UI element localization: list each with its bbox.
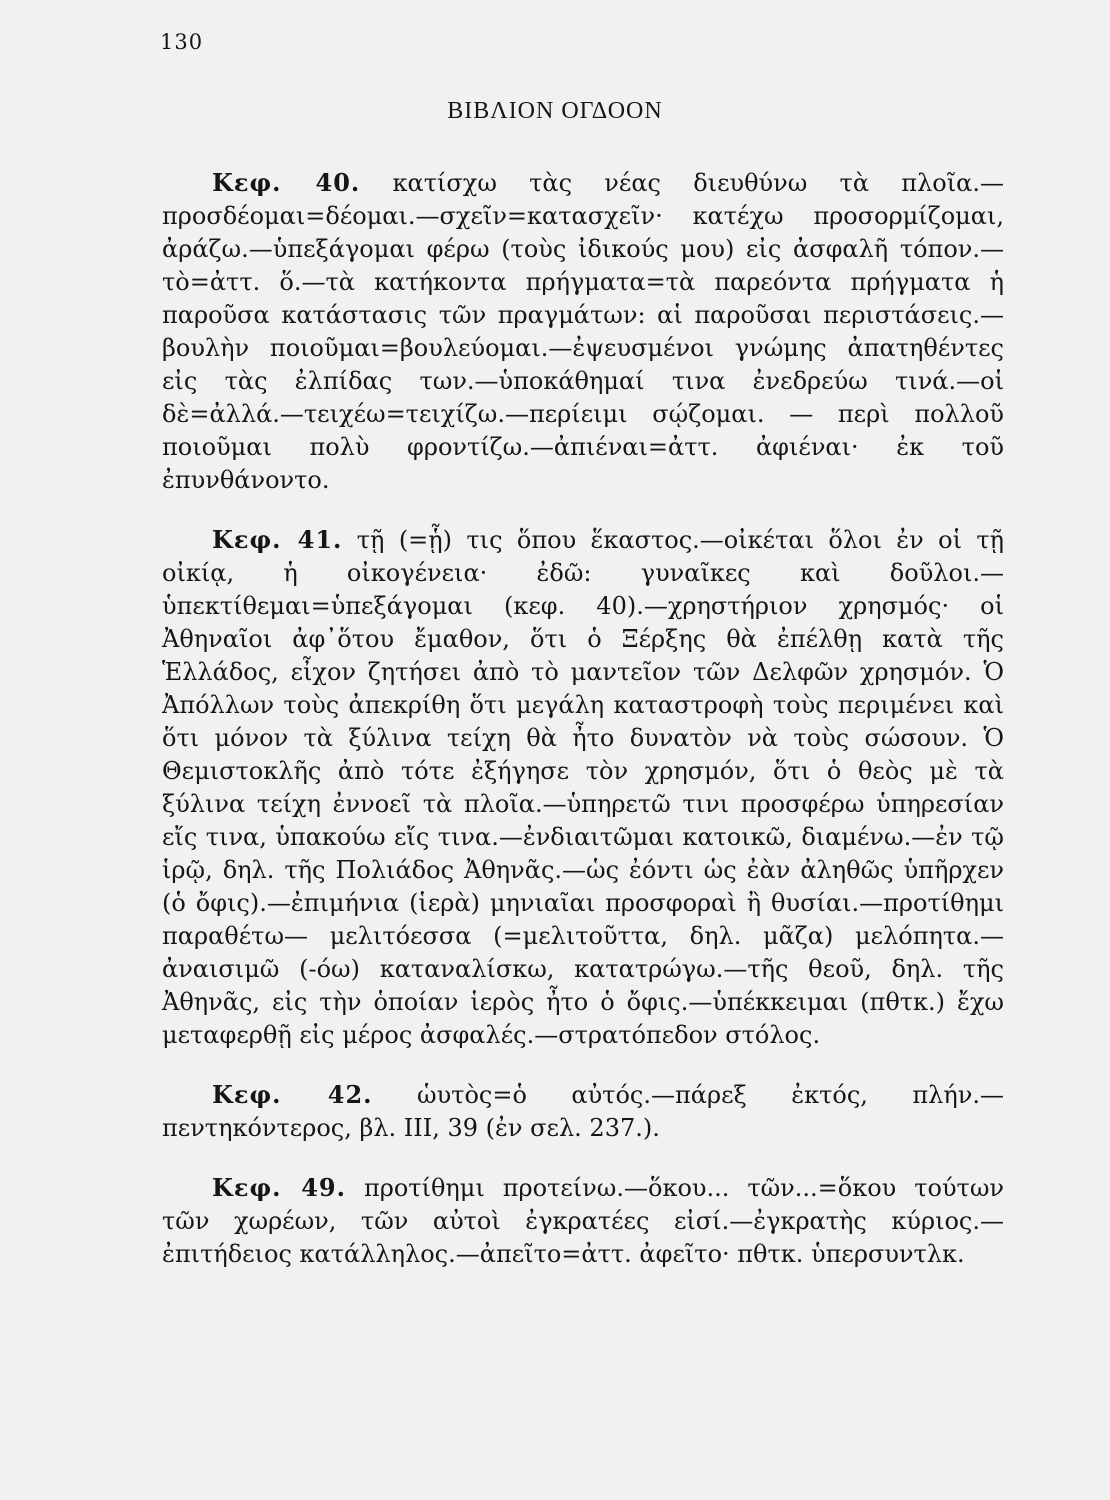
running-head: ΒΙΒΛΙΟΝ ΟΓΔΟΟΝ: [447, 98, 663, 124]
chapter-note-40: [162, 166, 1004, 497]
chapter-heading: Κεφ. 40.: [212, 168, 361, 197]
chapter-heading: Κεφ. 42.: [212, 1080, 373, 1109]
chapter-heading: Κεφ. 41.: [212, 525, 343, 554]
chapter-text: κατίσχω τὰς νέας διευθύνω τὰ πλοῖα.—προσδέομαι=δέομαι.—σχεῖν=κατασχεῖν· κατέχω προσορμίζομαι, ἀράζω.—ὑπεξάγομαι φέρω (τοὺς ἰδικούς μου) εἰς ἀσφαλῆ τόπον.—τὸ=ἀττ. ὅ.—τὰ κατήκοντα πρήγματα=τὰ παρεόντα πρήγματα ἡ παροῦσα κατάστασις τῶν πραγμάτων: αἱ παροῦσαι περιστάσεις.—βουλὴν ποιοῦμαι=βουλεύομαι.—ἐψευσμένοι γνώμης ἀπατηθέντες εἰς τὰς ἐλπίδας των.—ὑποκάθημαί τινα ἐνεδρεύω τινά.—οἱ δὲ=ἀλλά.—τειχέω=τειχίζω.—περίειμι σῴζομαι. — περὶ πολλοῦ ποιοῦμαι πολὺ φροντίζω.—ἀπιέναι=ἀττ. ἀφιέναι· ἐκ τοῦ ἐπυνθάνοντο.: [162, 169, 1004, 494]
chapter-note-49: [162, 1171, 1004, 1271]
chapter-heading: Κεφ. 49.: [212, 1173, 346, 1202]
chapter-note-41: [162, 523, 1004, 1052]
chapter-note-42: [162, 1078, 1004, 1145]
commentary-body: [162, 166, 1004, 1297]
chapter-text: προτίθημι προτείνω.—ὅκου... τῶν...=ὅκου τούτων τῶν χωρέων, τῶν αὐτοὶ ἐγκρατέες εἰσί.—ἐγκρατὴς κύριος.—ἐπιτήδειος κατάλληλος.—ἀπεῖτο=ἀττ. ἀφεῖτο· πθτκ. ὑπερσυντλκ.: [162, 1174, 1004, 1268]
chapter-text: τῇ (=ᾗ) τις ὅπου ἕκαστος.—οἰκέται ὅλοι ἐν οἱ τῇ οἰκίᾳ, ἡ οἰκογένεια· ἐδῶ: γυναῖκες καὶ δοῦλοι.—ὑπεκτίθεμαι=ὑπεξάγομαι (κεφ. 40).—χρηστήριον χρησμός· οἱ Ἀθηναῖοι ἀφ᾽ὅτου ἔμαθον, ὅτι ὁ Ξέρξης θὰ ἐπέλθῃ κατὰ τῆς Ἑλλάδος, εἶχον ζητήσει ἀπὸ τὸ μαντεῖον τῶν Δελφῶν χρησμόν. Ὁ Ἀπόλλων τοὺς ἀπεκρίθη ὅτι μεγάλη καταστροφὴ τοὺς περιμένει καὶ ὅτι μόνον τὰ ξύλινα τείχη θὰ ἦτο δυνατὸν νὰ τοὺς σώσουν. Ὁ Θεμιστοκλῆς ἀπὸ τότε ἐξήγησε τὸν χρησμόν, ὅτι ὁ θεὸς μὲ τὰ ξύλινα τείχη ἐννοεῖ τὰ πλοῖα.—ὑπηρετῶ τινι προσφέρω ὑπηρεσίαν εἴς τινα, ὑπακούω εἴς τινα.—ἐνδιαιτῶμαι κατοικῶ, διαμένω.—ἐν τῷ ἱρῷ, δηλ. τῆς Πολιάδος Ἀθηνᾶς.—ὡς ἐόντι ὡς ἐὰν ἀληθῶς ὑπῆρχεν (ὁ ὄφις).—ἐπιμήνια (ἱερὰ) μηνιαῖαι προσφοραὶ ἢ θυσίαι.—προτίθημι παραθέτω— μελιτόεσσα (=μελιτοῦττα, δηλ. μᾶζα) μελόπητα.—ἀναισιμῶ (-όω) καταναλίσκω, κατατρώγω.—τῆς θεοῦ, δηλ. τῆς Ἀθηνᾶς, εἰς τὴν ὁποίαν ἱερὸς ἦτο ὁ ὄφις.—ὑπέκκειμαι (πθτκ.) ἔχω μεταφερθῇ εἰς μέρος ἀσφαλές.—στρατόπεδον στόλος.: [162, 526, 1005, 1049]
page-number: 130: [160, 30, 204, 54]
chapter-text: ὡυτὸς=ὁ αὐτός.—πάρεξ ἐκτός, πλήν.—πεντηκόντερος, βλ. III, 39 (ἐν σελ. 237.).: [162, 1081, 1004, 1142]
